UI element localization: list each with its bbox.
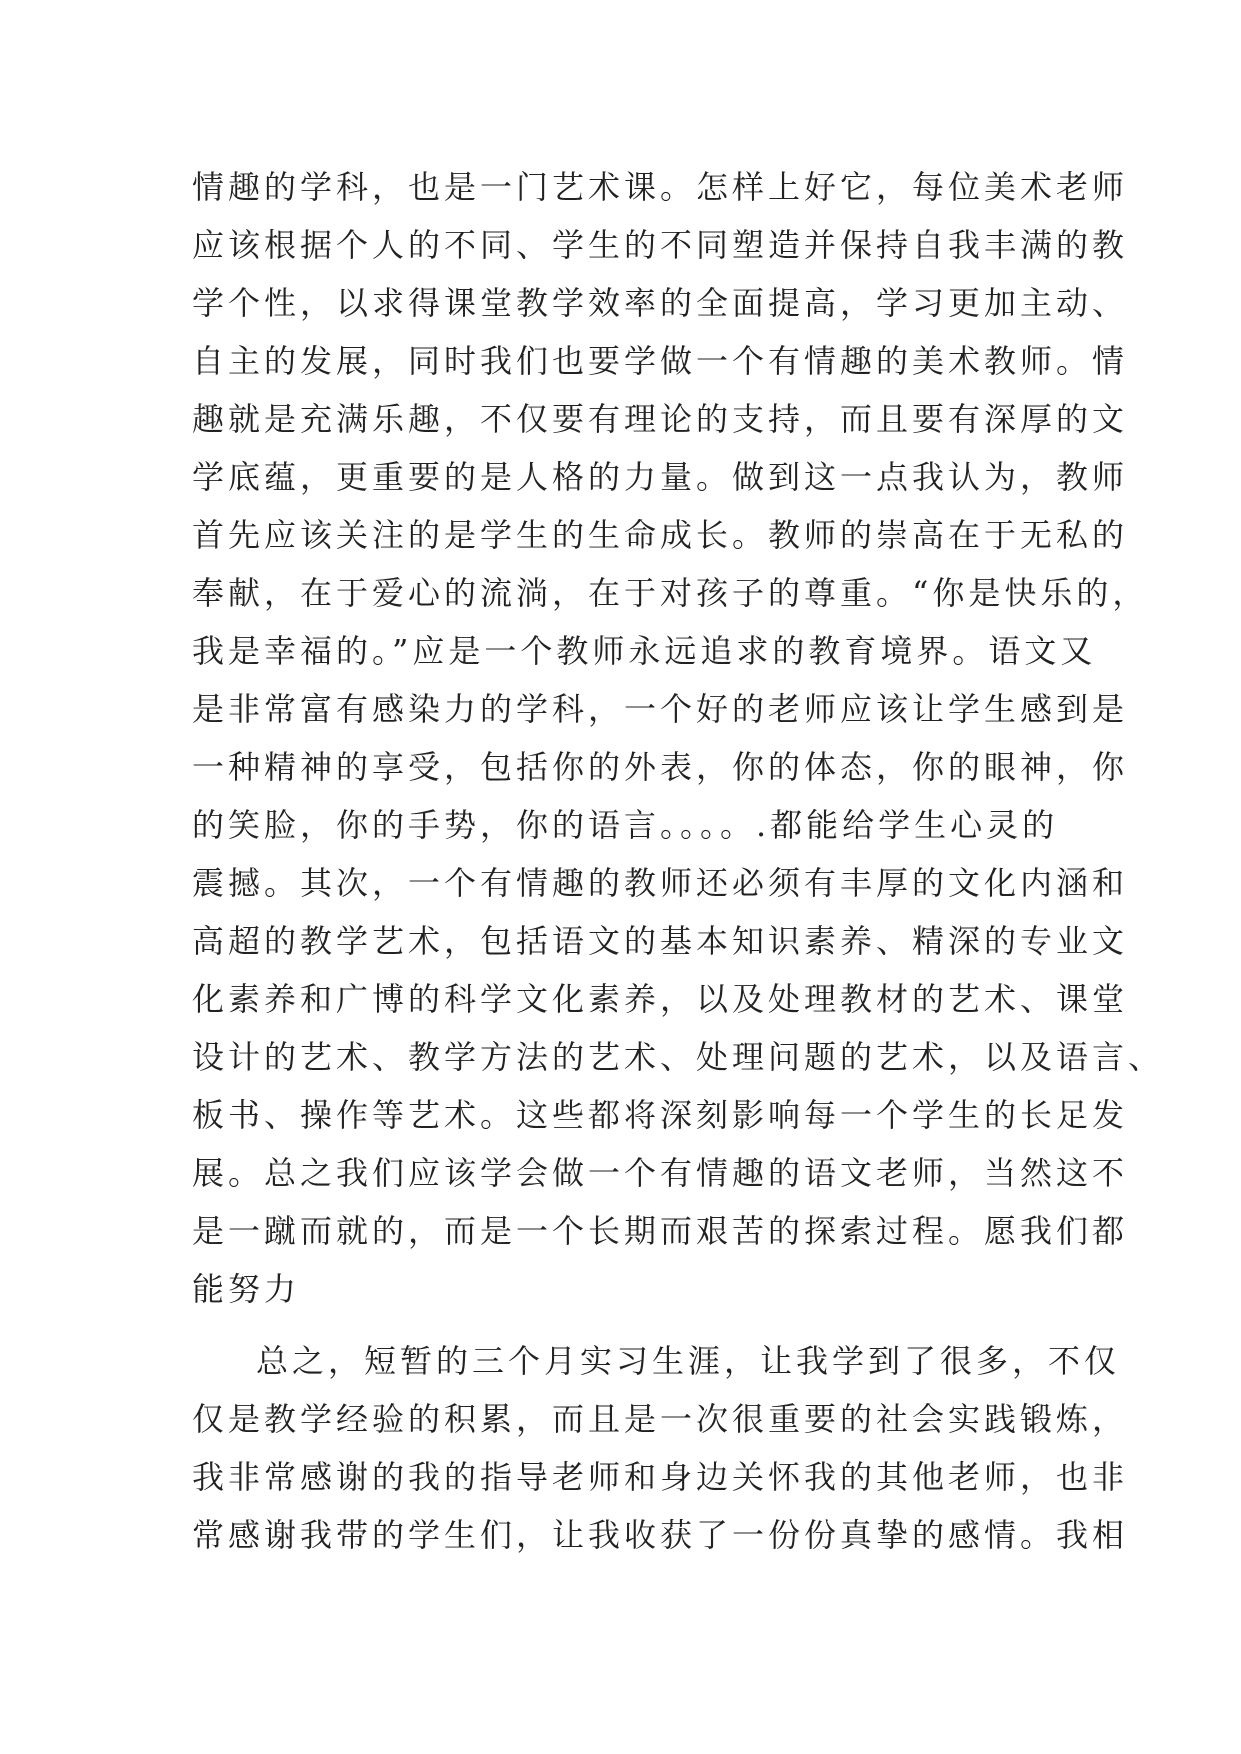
paragraph-line: 的笑脸，你的手势，你的语言。。。。.都能给学生心灵的 [192,806,1059,844]
paragraph-line: 情趣的学科，也是一门艺术课。怎样上好它，每位美术老师 [192,168,1129,206]
paragraph-line: 我非常感谢的我的指导老师和身边关怀我的其他老师，也非 [192,1458,1129,1496]
paragraph-line: 能努力 [192,1270,301,1308]
paragraph-2 [192,1332,1129,1564]
paragraph-spacing [192,1318,1072,1332]
paragraph-line: 学个性，以求得课堂教学效率的全面提高，学习更加主动、 [192,284,1129,322]
paragraph-line: 常感谢我带的学生们，让我收获了一份份真挚的感情。我相 [192,1516,1129,1554]
paragraph-line: 高超的教学艺术，包括语文的基本知识素养、精深的专业文 [192,922,1129,960]
paragraph-1 [192,158,1165,1318]
paragraph-line: 一种精神的享受，包括你的外表，你的体态，你的眼神，你 [192,748,1129,786]
paragraph-line: 自主的发展，同时我们也要学做一个有情趣的美术教师。情 [192,342,1129,380]
paragraph-line: 仅是教学经验的积累，而且是一次很重要的社会实践锻炼， [192,1400,1129,1438]
paragraph-line: 趣就是充满乐趣，不仅要有理论的支持，而且要有深厚的文 [192,400,1129,438]
paragraph-line: 设计的艺术、教学方法的艺术、处理问题的艺术，以及语言、 [192,1038,1165,1076]
paragraph-line: 是非常富有感染力的学科，一个好的老师应该让学生感到是 [192,690,1129,728]
paragraph-line-first: 总之，短暂的三个月实习生涯，让我学到了很多，不仅 [256,1342,1121,1380]
paragraph-line: 展。总之我们应该学会做一个有情趣的语文老师，当然这不 [192,1154,1129,1192]
paragraph-line: 奉献，在于爱心的流淌，在于对孩子的尊重。“你是快乐的， [192,574,1149,612]
paragraph-line: 震撼。其次，一个有情趣的教师还必须有丰厚的文化内涵和 [192,864,1129,902]
paragraph-line: 化素养和广博的科学文化素养，以及处理教材的艺术、课堂 [192,980,1129,1018]
paragraph-line: 学底蕴，更重要的是人格的力量。做到这一点我认为，教师 [192,458,1129,496]
paragraph-line: 板书、操作等艺术。这些都将深刻影响每一个学生的长足发 [192,1096,1129,1134]
document-body [192,158,1165,1564]
paragraph-line: 首先应该关注的是学生的生命成长。教师的崇高在于无私的 [192,516,1129,554]
paragraph-line: 我是幸福的。”应是一个教师永远追求的教育境界。语文又 [192,632,1097,670]
paragraph-line: 应该根据个人的不同、学生的不同塑造并保持自我丰满的教 [192,226,1129,264]
paragraph-line: 是一蹴而就的，而是一个长期而艰苦的探索过程。愿我们都 [192,1212,1129,1250]
